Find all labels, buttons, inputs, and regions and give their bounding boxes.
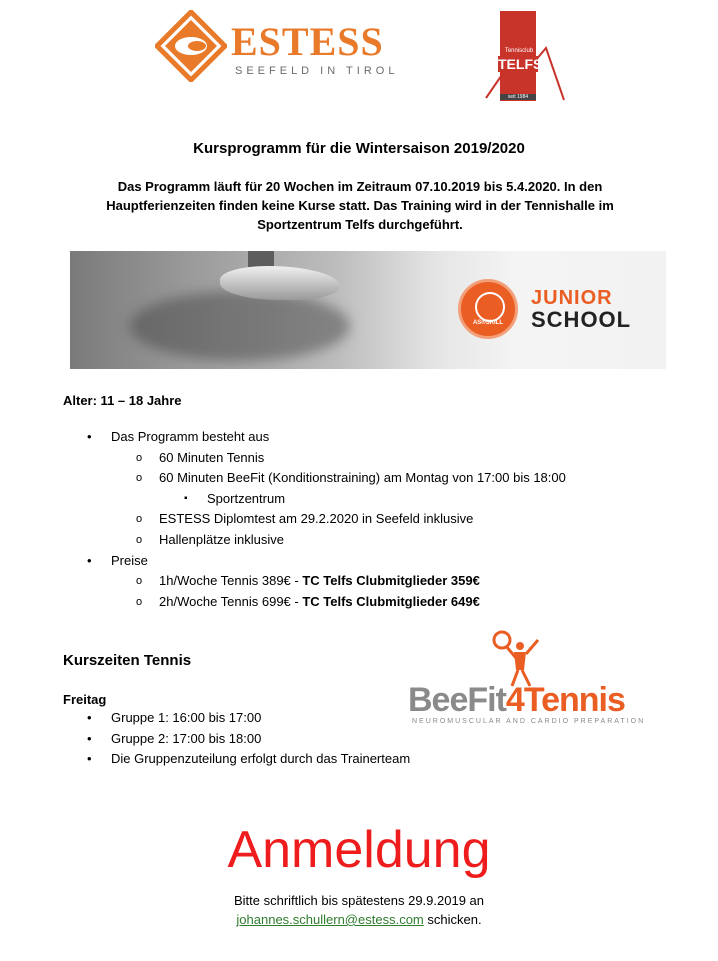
price-text: 1h/Woche Tennis 389€ - (159, 573, 303, 589)
junior-word: JUNIOR (531, 287, 613, 309)
list-item: • Gruppe 1: 16:00 bis 17:00 (63, 708, 463, 729)
beefit-tagline: NEUROMUSCULAR AND CARDIO PREPARATION (412, 718, 646, 725)
list-item: o Hallenplätze inklusive (63, 530, 663, 551)
registration-instructions: Bitte schriftlich bis spätestens 29.9.2019 an (233, 893, 485, 908)
badge-text: AS®SKILL (472, 320, 504, 326)
age-range: Alter: 11 – 18 Jahre (63, 393, 182, 408)
list-item: • Die Gruppenzuteilung erfolgt durch das Trainerteam (63, 749, 463, 770)
junior-school-badge-icon (458, 279, 518, 339)
tennis-word: 4Tennis (505, 681, 625, 719)
registration-heading: Anmeldung (227, 821, 491, 879)
page-title: Kursprogramm für die Wintersaison 2019/2020 (193, 140, 525, 157)
beefit4tennis-logo (408, 630, 658, 730)
tennis-shoe (220, 266, 340, 300)
list-item: • Gruppe 2: 17:00 bis 18:00 (63, 729, 463, 750)
court-shadow (130, 291, 350, 361)
list-item: • Preise (63, 551, 663, 572)
telfs-logo (484, 8, 566, 104)
list-item: o 60 Minuten BeeFit (Konditionstraining) am Montag von 17:00 bis 18:00 (63, 468, 663, 489)
beefit-word: BeeFit (408, 681, 506, 719)
telfs-name: TELFS (498, 56, 543, 72)
registration-contact (0, 910, 718, 930)
schedule-list (63, 708, 463, 770)
beefit-wordmark (408, 682, 625, 718)
price-item (63, 571, 663, 592)
school-word: SCHOOL (531, 307, 632, 332)
estess-logo (155, 8, 410, 84)
telfs-club-label: Tennisclub (504, 48, 534, 54)
program-list (63, 427, 663, 612)
price-text: 2h/Woche Tennis 699€ - (159, 593, 303, 609)
estess-diamond-icon (155, 10, 227, 82)
member-price: TC Telfs Clubmitglieder 359€ (302, 573, 480, 589)
list-item: • Das Programm besteht aus (63, 427, 663, 448)
list-item: o ESTESS Diplomtest am 29.2.2020 in Seefeld inklusive (63, 509, 663, 530)
schedule-day: Freitag (63, 692, 107, 707)
estess-tagline: SEEFELD IN TIROL (235, 65, 399, 77)
registration-suffix: schicken. (423, 912, 482, 927)
junior-school-banner (70, 251, 666, 369)
list-item: ▪ Sportzentrum (63, 489, 663, 510)
intro-text: Das Programm läuft für 20 Wochen im Zeitraum 07.10.2019 bis 5.4.2020. In den Hauptferienzeiten finden keine Kurse statt. Das Training wird in der Tennishalle im Sportzentrum Telfs durchgeführt. (106, 179, 614, 232)
email-link[interactable]: johannes.schullern@estess.com (236, 912, 424, 927)
schedule-title: Kurszeiten Tennis (63, 652, 192, 669)
list-item: o 60 Minuten Tennis (63, 448, 663, 469)
telfs-since: seit 1984 (500, 94, 536, 100)
member-price: TC Telfs Clubmitglieder 649€ (302, 593, 480, 609)
price-item (63, 592, 663, 613)
estess-wordmark: ESTESS (231, 19, 384, 64)
badge-ring (475, 292, 505, 322)
tennis-player-icon (488, 630, 546, 688)
